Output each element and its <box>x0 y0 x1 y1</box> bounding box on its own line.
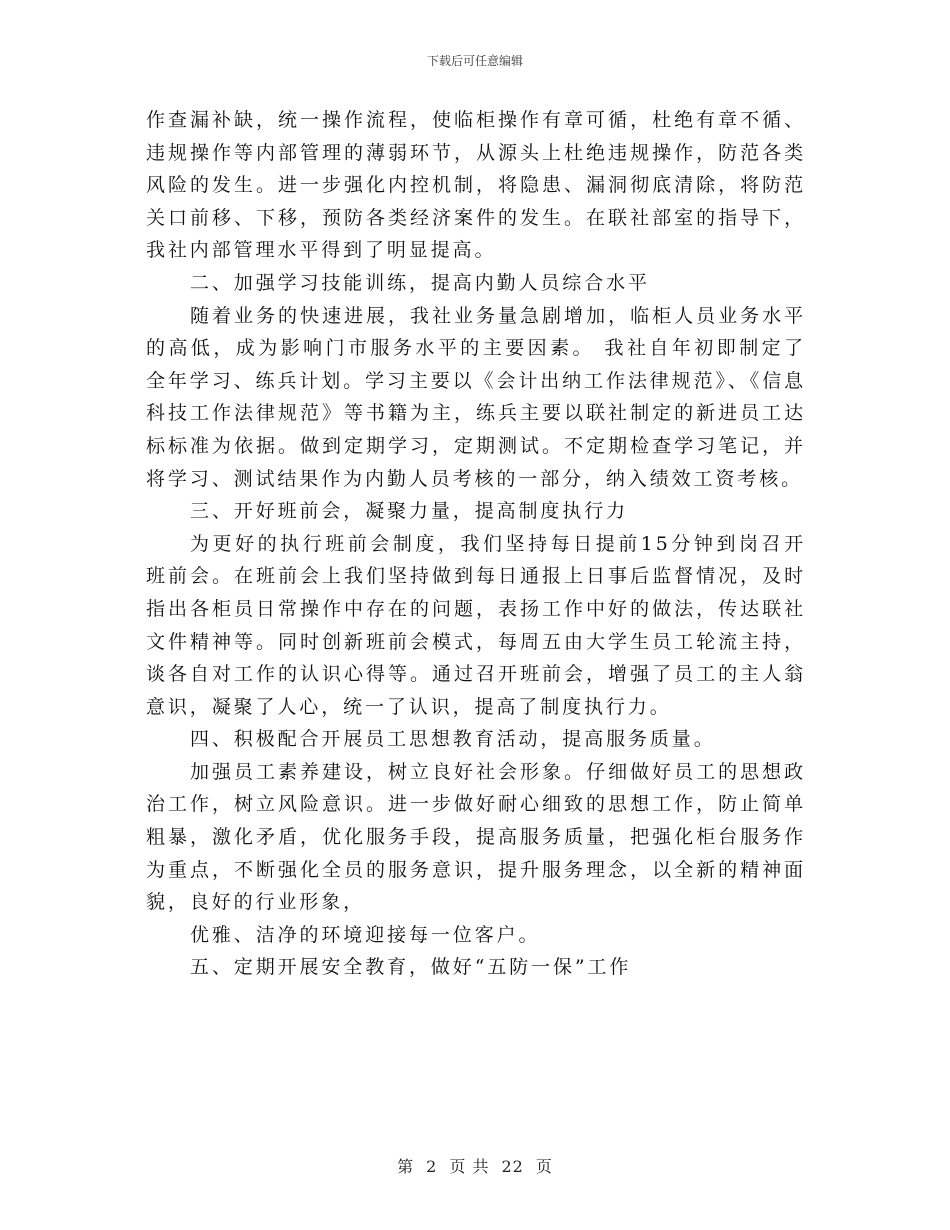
section-heading-4: 四、积极配合开展员工思想教育活动，提高服务质量。 <box>190 728 716 751</box>
footer-suffix: 页 <box>535 1157 553 1176</box>
footer-middle: 页 共 <box>449 1157 490 1176</box>
paragraph-continuation: 作查漏补缺，统一操作流程，使临柜操作有章可循，杜绝有章不循、违规操作等内部管理的薄弱环节，从源头上杜绝违规操作，防范各类风险的发生。进一步强化内控机制，将隐患、漏洞彻底清除，将防范关口前移、下移，预防各类经济案件的发生。在联社部室的指导下，我社内部管理水平得到了明显提高。 <box>146 109 806 262</box>
page-header: 下载后可任意编辑 <box>426 54 523 68</box>
section-heading-5: 五、定期开展安全教育，做好“五防一保”工作 <box>190 956 632 979</box>
paragraph: 随着业务的快速进展，我社业务量急剧增加，临柜人员业务水平的高低，成为影响门市服务水平的主要因素。 我社自年初即制定了全年学习、练兵计划。学习主要以《会计出纳工作法律规范》、《信息科技工作法律规范》等书籍为主，练兵主要以联社制定的新进员工达标标准为依据。做到定期学习，定期测试。不定期检查学习笔记，并将学习、测试结果作为内勤人员考核的一部分，纳入绩效工资考核。 <box>146 304 806 490</box>
page-footer <box>0 1154 950 1177</box>
footer-total-pages: 22 <box>501 1157 524 1176</box>
section-heading-3: 三、开好班前会，凝聚力量，提高制度执行力 <box>190 500 629 523</box>
paragraph: 加强员工素养建设，树立良好社会形象。仔细做好员工的思想政治工作，树立风险意识。进一步做好耐心细致的思想工作，防止简单粗暴，激化矛盾，优化服务手段，提高服务质量，把强化柜台服务作为重点，不断强化全员的服务意识，提升服务理念，以全新的精神面貌，良好的行业形象， <box>146 760 806 914</box>
section-heading-2: 二、加强学习技能训练，提高内勤人员综合水平 <box>190 271 650 294</box>
footer-page-number: 2 <box>426 1157 438 1176</box>
paragraph: 优雅、洁净的环境迎接每一位客户。 <box>190 923 541 946</box>
document-body <box>146 104 806 984</box>
footer-prefix: 第 <box>397 1157 415 1176</box>
paragraph: 为更好的执行班前会制度，我们坚持每日提前15分钟到岗召开班前会。在班前会上我们坚持做到每日通报上日事后监督情况，及时指出各柜员日常操作中存在的问题，表扬工作中好的做法，传达联社文件精神等。同时创新班前会模式，每周五由大学生员工轮流主持，谈各自对工作的认识心得等。通过召开班前会，增强了员工的主人翁意识，凝聚了人心，统一了认识，提高了制度执行力。 <box>146 532 806 718</box>
